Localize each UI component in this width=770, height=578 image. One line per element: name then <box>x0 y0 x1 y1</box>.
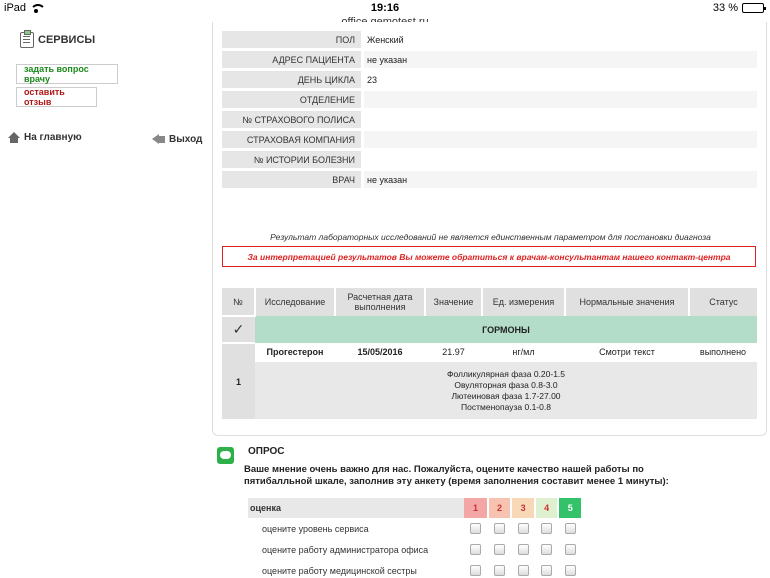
patient-info-row <box>222 151 757 168</box>
col-num: № <box>222 288 255 316</box>
score-1: 1 <box>464 498 488 518</box>
rating-cell <box>464 539 488 560</box>
info-value: 23 <box>361 71 757 88</box>
clipboard-icon <box>20 32 34 48</box>
group-title: ГОРМОНЫ <box>255 316 757 343</box>
info-value <box>361 151 757 168</box>
disclaimer-text: Результат лабораторных исследований не является единственным параметром для постановки диагноза <box>270 232 711 242</box>
patient-info-row <box>222 131 757 148</box>
group-check-cell[interactable] <box>222 316 255 343</box>
notice-text: За интерпретацией результатов Вы можете обратиться к врачам-консультантам нашего контакт-центра <box>247 251 731 262</box>
results-panel <box>212 22 767 436</box>
rating-checkbox[interactable] <box>494 565 505 576</box>
rating-checkbox[interactable] <box>494 544 505 555</box>
rating-checkbox[interactable] <box>565 544 576 555</box>
norm-line: Овуляторная фаза 0.8-3.0 <box>454 379 558 390</box>
row-number: 1 <box>222 343 255 419</box>
col-norm: Нормальные значения <box>565 288 689 316</box>
test-value: 21.97 <box>425 343 482 361</box>
rating-cell <box>535 539 559 560</box>
col-value: Значение <box>425 288 482 316</box>
norm-line: Постменопауза 0.1-0.8 <box>461 401 551 412</box>
notice-box <box>222 246 756 267</box>
patient-info-row <box>222 31 757 48</box>
rating-checkbox[interactable] <box>541 544 552 555</box>
check-icon: ✓ <box>232 321 245 337</box>
rating-question: оцените уровень сервиса <box>262 523 369 534</box>
rating-checkbox[interactable] <box>565 523 576 534</box>
info-value: не указан <box>361 171 757 188</box>
ask-doctor-button[interactable]: задать вопрос врачу <box>16 64 118 84</box>
survey-title: ОПРОС <box>248 446 285 457</box>
score-2: 2 <box>488 498 512 518</box>
info-label: ВРАЧ <box>222 171 361 188</box>
score-4: 4 <box>535 498 559 518</box>
rating-checkbox[interactable] <box>565 565 576 576</box>
norm-details <box>255 361 757 419</box>
rating-cell <box>535 560 559 578</box>
rating-checkbox[interactable] <box>541 523 552 534</box>
rating-question-row <box>248 539 582 560</box>
rating-cell <box>488 518 512 539</box>
info-label: ДЕНЬ ЦИКЛА <box>222 71 361 88</box>
rating-cell <box>511 539 535 560</box>
home-link[interactable] <box>8 132 82 143</box>
test-name: Прогестерон <box>255 343 335 361</box>
test-norm: Смотри текст <box>565 343 689 361</box>
info-label: № ИСТОРИИ БОЛЕЗНИ <box>222 151 361 168</box>
info-label: СТРАХОВАЯ КОМПАНИЯ <box>222 131 361 148</box>
services-heading <box>20 32 95 48</box>
rating-cell <box>511 560 535 578</box>
rating-question: оцените работу медицинской сестры <box>262 565 417 576</box>
results-table <box>222 288 757 419</box>
rating-checkbox[interactable] <box>541 565 552 576</box>
clock: 19:16 <box>370 2 400 14</box>
info-label: АДРЕС ПАЦИЕНТА <box>222 51 361 68</box>
norm-line: Фолликулярная фаза 0.20-1.5 <box>446 368 566 379</box>
services-label: СЕРВИСЫ <box>38 34 96 46</box>
chat-bubble-icon <box>217 447 234 464</box>
rating-checkbox[interactable] <box>518 544 529 555</box>
info-value <box>361 111 757 128</box>
rating-checkbox[interactable] <box>518 565 529 576</box>
score-5: 5 <box>558 498 582 518</box>
info-label: № СТРАХОВОГО ПОЛИСА <box>222 111 361 128</box>
norm-row <box>222 361 757 419</box>
info-value <box>361 91 757 108</box>
patient-info-row <box>222 111 757 128</box>
device-name: iPad <box>4 2 27 14</box>
rating-cell <box>488 560 512 578</box>
rating-header-row <box>248 498 582 518</box>
leave-review-button[interactable]: оставить отзыв <box>16 87 97 107</box>
rating-cell <box>488 539 512 560</box>
info-label: ОТДЕЛЕНИЕ <box>222 91 361 108</box>
patient-info-row <box>222 91 757 108</box>
rating-checkbox[interactable] <box>470 544 481 555</box>
rating-question-row <box>248 560 582 578</box>
patient-info-row <box>222 171 757 188</box>
rating-cell <box>558 560 582 578</box>
score-3: 3 <box>511 498 535 518</box>
status-bar <box>0 0 770 16</box>
rating-cell <box>464 560 488 578</box>
rating-checkbox[interactable] <box>470 565 481 576</box>
info-value: Женский <box>361 31 757 48</box>
patient-info-row <box>222 51 757 68</box>
exit-link[interactable] <box>152 134 202 145</box>
exit-icon <box>152 134 165 145</box>
col-date: Расчетная дата выполнения <box>335 288 425 316</box>
patient-info-table <box>222 28 757 191</box>
rating-cell <box>535 518 559 539</box>
info-value: не указан <box>361 51 757 68</box>
battery-icon <box>742 3 764 13</box>
survey-intro: Ваше мнение очень важно для нас. Пожалуйста, оцените качество нашей работы по пятибалльной шкале, заполнив эту анкету (время заполнения составит менее 1 минуты): <box>244 464 669 487</box>
status-right <box>713 2 764 14</box>
info-label: ПОЛ <box>222 31 361 48</box>
home-label: На главную <box>24 132 82 143</box>
col-unit: Ед. измерения <box>482 288 565 316</box>
norm-line: Лютеиновая фаза 1.7-27.00 <box>451 390 561 401</box>
test-unit: нг/мл <box>482 343 565 361</box>
rating-header-label: оценка <box>248 498 464 518</box>
test-status: выполнено <box>689 343 757 361</box>
results-header-row <box>222 288 757 316</box>
col-status: Статус <box>689 288 757 316</box>
exit-label: Выход <box>169 134 203 145</box>
rating-question: оцените работу администратора офиса <box>262 544 429 555</box>
home-icon <box>8 132 20 143</box>
rating-cell <box>558 518 582 539</box>
rating-cell <box>558 539 582 560</box>
battery-percent: 33 % <box>712 2 738 14</box>
test-row <box>222 343 757 361</box>
col-test: Исследование <box>255 288 335 316</box>
rating-checkbox[interactable] <box>494 523 505 534</box>
info-value <box>361 131 757 148</box>
group-row <box>222 316 757 343</box>
rating-cell <box>464 518 488 539</box>
rating-checkbox[interactable] <box>518 523 529 534</box>
rating-checkbox[interactable] <box>470 523 481 534</box>
rating-table <box>248 498 583 578</box>
test-date: 15/05/2016 <box>335 343 425 361</box>
patient-info-row <box>222 71 757 88</box>
rating-cell <box>511 518 535 539</box>
rating-question-row <box>248 518 582 539</box>
